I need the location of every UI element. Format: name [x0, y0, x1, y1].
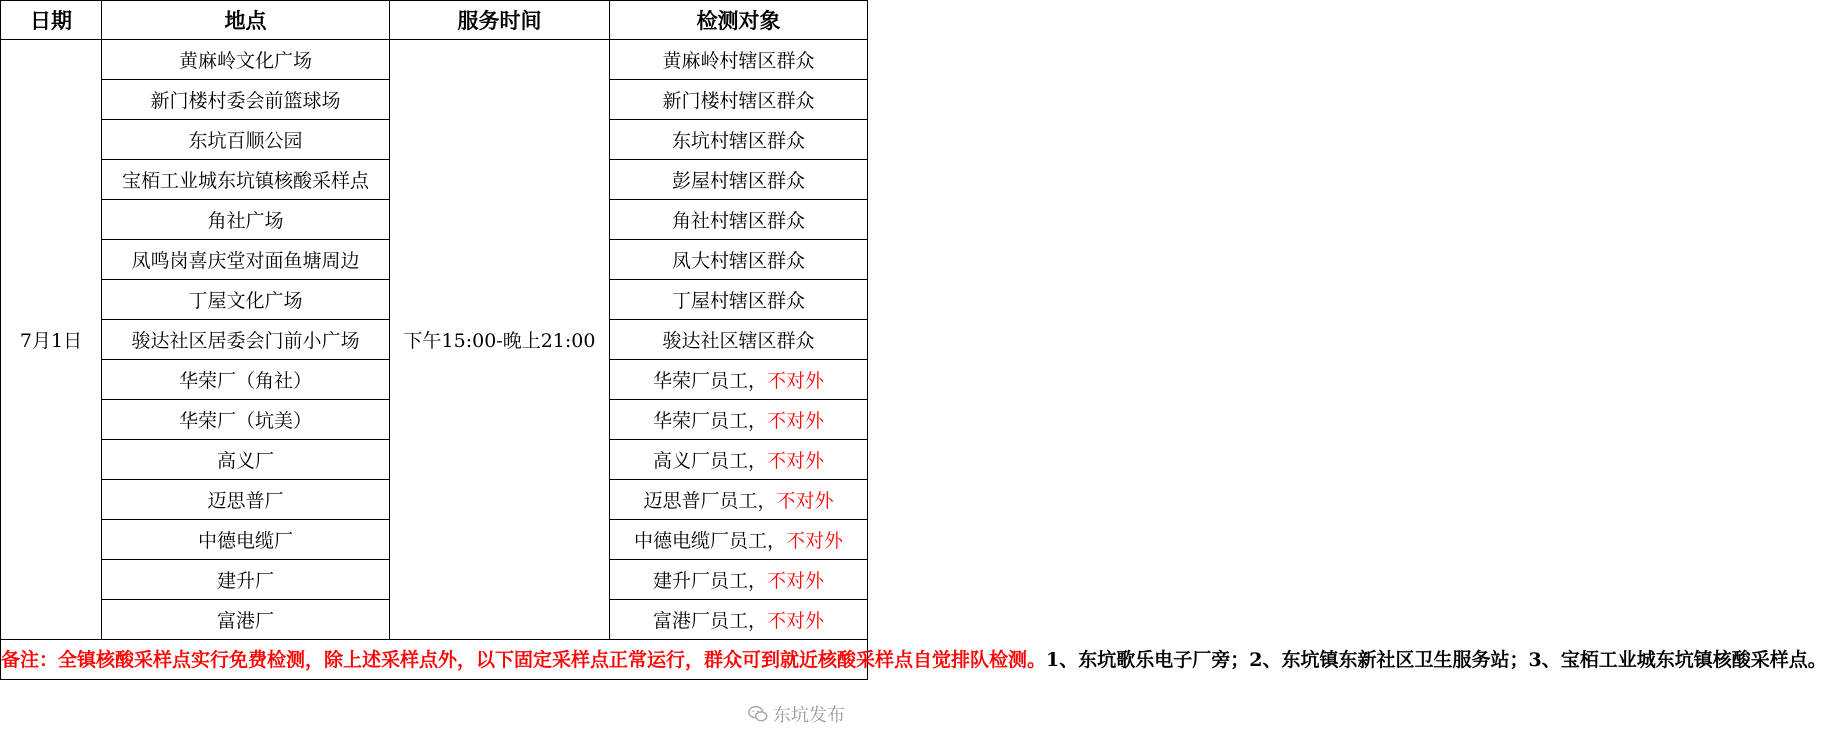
- target-text: 华荣厂员工，: [652, 370, 767, 392]
- note-black-text: 1、东坑歌乐电子厂旁；2、东坑镇东新社区卫生服务站；3、宝栢工业城东坑镇核酸采样点。: [1046, 648, 1827, 671]
- place-cell: 富港厂: [102, 600, 390, 640]
- target-cell: [610, 520, 868, 560]
- place-cell: 凤鸣岗喜庆堂对面鱼塘周边: [102, 240, 390, 280]
- target-cell: [610, 480, 868, 520]
- target-text: 东坑村辖区群众: [671, 130, 805, 152]
- target-cell: [610, 400, 868, 440]
- place-cell: 丁屋文化广场: [102, 280, 390, 320]
- not-public-note: 不对外: [767, 570, 825, 592]
- note-cell: [1, 640, 1827, 680]
- note-row: [1, 640, 868, 680]
- target-cell: [610, 440, 868, 480]
- target-text: 迈思普厂员工，: [643, 490, 777, 512]
- target-cell: [610, 360, 868, 400]
- place-cell: 中德电缆厂: [102, 520, 390, 560]
- target-text: 彭屋村辖区群众: [671, 170, 805, 192]
- watermark: [747, 701, 845, 727]
- not-public-note: 不对外: [767, 610, 825, 632]
- target-text: 新门楼村辖区群众: [662, 90, 815, 112]
- target-text: 富港厂员工，: [652, 610, 767, 632]
- target-text: 高义厂员工，: [652, 450, 767, 472]
- note-red-text: 全镇核酸采样点实行免费检测，除上述采样点外，以下固定采样点正常运行，群众可到就近核酸采样点自觉排队检测。: [58, 648, 1047, 671]
- header-target: 检测对象: [610, 1, 868, 40]
- table-row: [1, 40, 868, 80]
- not-public-note: 不对外: [767, 450, 825, 472]
- target-cell: [610, 280, 868, 320]
- target-text: 华荣厂员工，: [652, 410, 767, 432]
- target-text: 骏达社区辖区群众: [662, 330, 815, 352]
- target-text: 凤大村辖区群众: [671, 250, 805, 272]
- target-cell: [610, 200, 868, 240]
- place-cell: 骏达社区居委会门前小广场: [102, 320, 390, 360]
- target-cell: [610, 80, 868, 120]
- target-text: 黄麻岭村辖区群众: [662, 50, 815, 72]
- target-text: 角社村辖区群众: [671, 210, 805, 232]
- target-cell: [610, 120, 868, 160]
- target-text: 建升厂员工，: [652, 570, 767, 592]
- not-public-note: 不对外: [767, 370, 825, 392]
- target-cell: [610, 600, 868, 640]
- not-public-note: 不对外: [767, 410, 825, 432]
- place-cell: 新门楼村委会前篮球场: [102, 80, 390, 120]
- place-cell: 黄麻岭文化广场: [102, 40, 390, 80]
- target-cell: [610, 40, 868, 80]
- target-text: 中德电缆厂员工，: [633, 530, 786, 552]
- note-label: 备注：: [1, 648, 59, 671]
- target-cell: [610, 240, 868, 280]
- header-place: 地点: [102, 1, 390, 40]
- target-cell: [610, 160, 868, 200]
- header-date: 日期: [1, 1, 102, 40]
- header-row: [1, 1, 868, 40]
- place-cell: 角社广场: [102, 200, 390, 240]
- not-public-note: 不对外: [776, 490, 834, 512]
- target-cell: [610, 560, 868, 600]
- place-cell: 迈思普厂: [102, 480, 390, 520]
- wechat-icon: [747, 703, 769, 725]
- place-cell: 宝栢工业城东坑镇核酸采样点: [102, 160, 390, 200]
- place-cell: 东坑百顺公园: [102, 120, 390, 160]
- place-cell: 华荣厂（坑美）: [102, 400, 390, 440]
- date-cell: 7月1日: [1, 40, 102, 640]
- place-cell: 建升厂: [102, 560, 390, 600]
- header-service-time: 服务时间: [390, 1, 610, 40]
- place-cell: 华荣厂（角社）: [102, 360, 390, 400]
- place-cell: 高义厂: [102, 440, 390, 480]
- target-text: 丁屋村辖区群众: [671, 290, 805, 312]
- target-cell: [610, 320, 868, 360]
- not-public-note: 不对外: [786, 530, 844, 552]
- service-time-cell: 下午15:00-晚上21:00: [390, 40, 610, 640]
- watermark-text: 东坑发布: [773, 705, 845, 726]
